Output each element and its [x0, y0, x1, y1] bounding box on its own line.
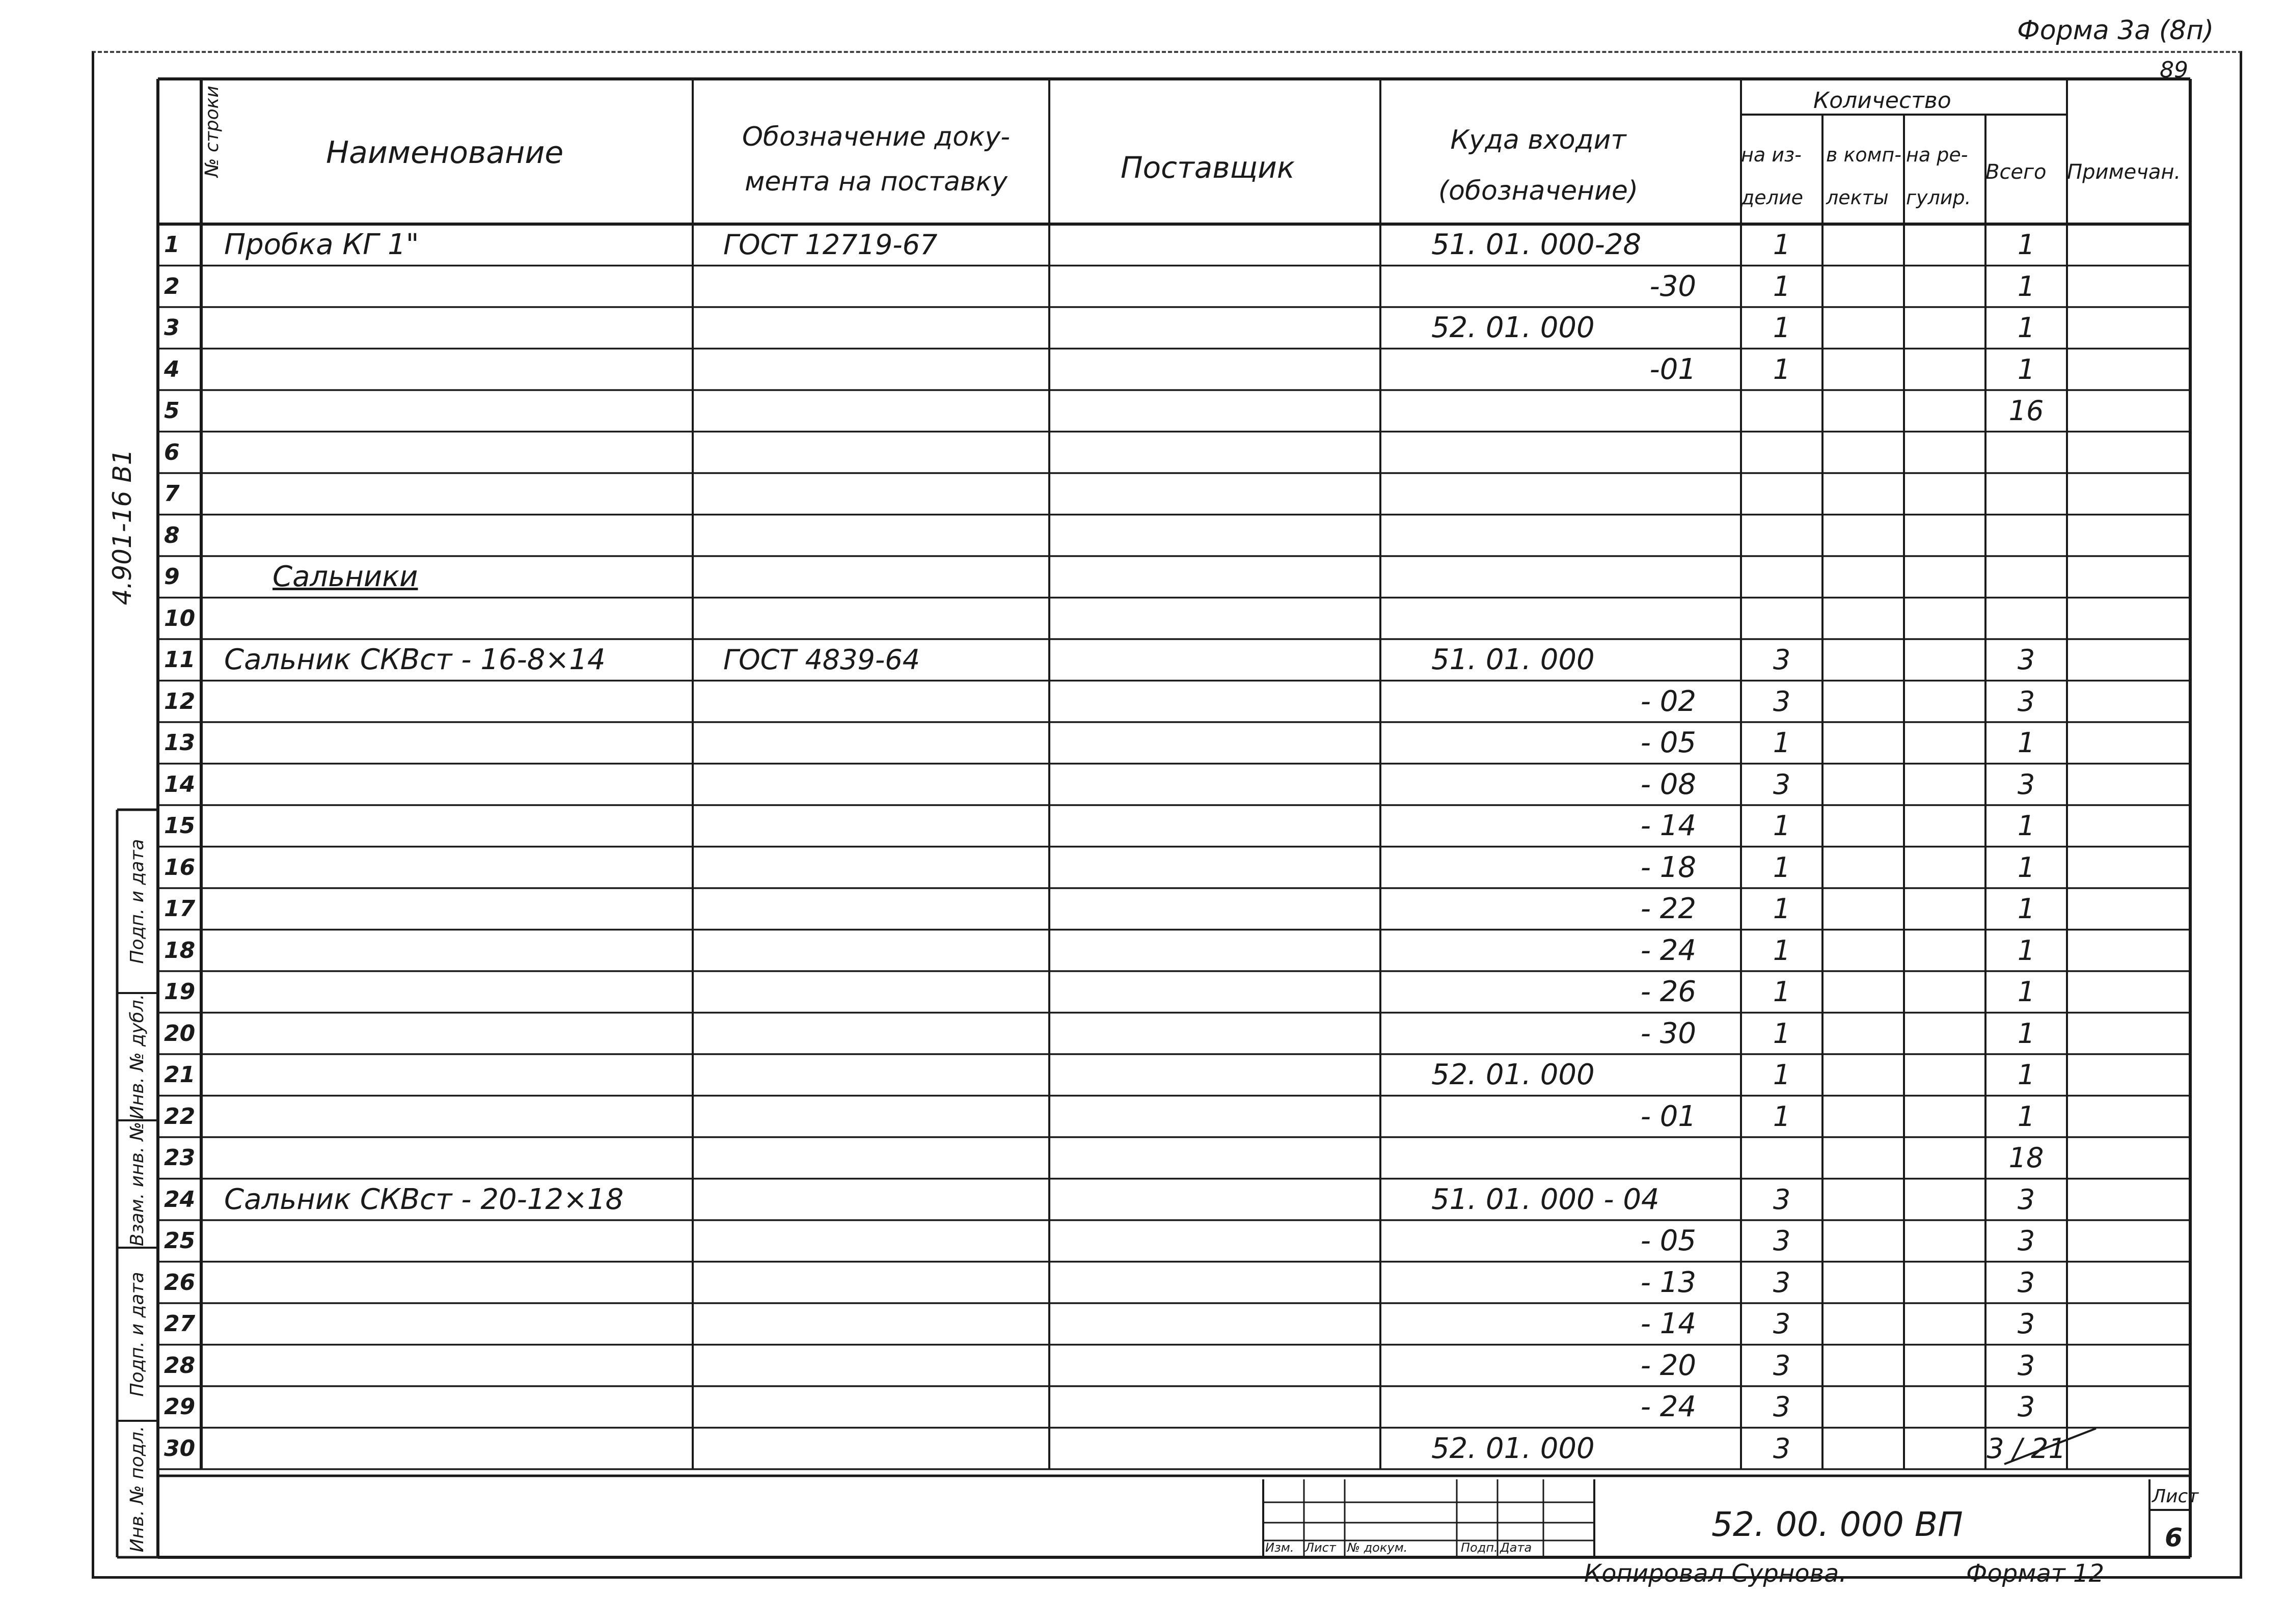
row-name [224, 1262, 683, 1304]
row-total [1985, 432, 2067, 474]
row-where-used: 52. 01. 000 [1431, 1058, 1595, 1092]
row-doc [723, 390, 1039, 432]
row-doc [723, 266, 1039, 308]
row-doc [723, 515, 1039, 557]
row-total [1985, 598, 2067, 640]
row-per-product: 3 [1773, 1432, 1791, 1465]
row-name [224, 1386, 683, 1428]
row-doc [723, 1303, 1039, 1345]
row-name [224, 307, 683, 349]
row-where-used [1391, 390, 1727, 432]
row-where-used: - 14 [1640, 809, 1696, 843]
row-number: 7 [164, 481, 180, 507]
side-stamp-label: Подп. и дата [127, 1272, 148, 1397]
row-number: 23 [164, 1145, 196, 1171]
row-doc [723, 1345, 1039, 1387]
row-per-product: 1 [1773, 1017, 1791, 1050]
row-where-used: - 20 [1640, 1348, 1696, 1382]
row-number: 9 [164, 564, 180, 590]
row-doc [723, 1137, 1039, 1179]
row-name [224, 432, 683, 474]
side-stamp-label: Взам. инв. № [127, 1121, 148, 1247]
header-for-regulation: на ре- гулир. [1906, 144, 1971, 209]
row-per-product: 3 [1773, 768, 1791, 801]
row-doc [723, 847, 1039, 889]
row-number: 18 [164, 937, 196, 964]
row-doc [723, 1262, 1039, 1304]
side-stamp-label: Инв. № подл. [127, 1425, 148, 1553]
row-number: 2 [164, 273, 180, 299]
row-per-product: 3 [1773, 1308, 1791, 1340]
row-total: 3 [2017, 685, 2035, 718]
row-total: 3 [2017, 768, 2035, 801]
row-total: 3 [2017, 1266, 2035, 1299]
row-total [1985, 473, 2067, 515]
row-where-used: -01 [1649, 352, 1696, 386]
row-doc [723, 307, 1039, 349]
row-number: 6 [164, 439, 180, 465]
row-name [224, 1345, 683, 1387]
row-per-product: 3 [1773, 1225, 1791, 1257]
header-where-used: Куда входит (обозначение) [1438, 125, 1639, 206]
format-label: Формат 12 [1966, 1559, 2105, 1588]
row-total: 1 [2017, 851, 2035, 884]
row-total: 1 [2017, 1100, 2035, 1133]
title-block-col-label: № докум. [1347, 1540, 1408, 1555]
row-number: 16 [164, 854, 196, 880]
sheet-label: Лист [2152, 1486, 2199, 1507]
row-total: 3 [2017, 1391, 2035, 1423]
header-per-product: на из- делие [1741, 144, 1804, 209]
row-total: 3 [2017, 1349, 2035, 1382]
row-name [224, 473, 683, 515]
row-where-used: - 18 [1640, 850, 1696, 884]
row-doc [723, 681, 1039, 723]
row-per-product: 1 [1773, 934, 1791, 967]
row-per-product: 3 [1773, 1391, 1791, 1423]
row-total: 18 [2008, 1142, 2044, 1174]
row-per-product: 1 [1773, 353, 1791, 386]
row-number: 1 [164, 232, 180, 258]
row-where-used: 51. 01. 000 [1431, 643, 1595, 677]
row-per-product [1741, 432, 1822, 474]
row-per-product [1741, 598, 1822, 640]
row-name [224, 349, 683, 391]
row-number: 8 [164, 522, 180, 548]
row-total: 3 [2017, 1183, 2035, 1216]
row-number: 12 [164, 688, 196, 714]
row-where-used: - 02 [1640, 684, 1696, 718]
row-per-product: 3 [1773, 1349, 1791, 1382]
row-name [224, 930, 683, 972]
row-number: 15 [164, 813, 196, 839]
row-where-used: - 14 [1640, 1307, 1696, 1341]
row-doc [723, 722, 1039, 764]
row-per-product: 3 [1773, 1266, 1791, 1299]
row-per-product: 3 [1773, 685, 1791, 718]
row-name [224, 1096, 683, 1138]
header-row-number: № строки [202, 86, 223, 177]
row-name: Сальники [273, 560, 418, 594]
row-name [224, 1013, 683, 1055]
row-doc [723, 556, 1039, 598]
row-doc [723, 432, 1039, 474]
header-note: Примечан. [2067, 160, 2181, 184]
row-name [224, 1137, 683, 1179]
row-number: 4 [164, 356, 180, 382]
row-name [224, 764, 683, 806]
side-stamp-label: Инв. № дубл. [127, 994, 148, 1120]
document-designation: 52. 00. 000 ВП [1711, 1505, 1963, 1544]
row-name [224, 598, 683, 640]
title-block-col-label: Изм. [1265, 1540, 1294, 1555]
row-doc [723, 971, 1039, 1013]
row-where-used: - 24 [1640, 1390, 1696, 1424]
row-total: 16 [2008, 395, 2044, 427]
row-where-used: - 01 [1640, 1099, 1696, 1133]
row-doc [723, 888, 1039, 930]
row-name [224, 681, 683, 723]
row-name [224, 390, 683, 432]
row-name [224, 515, 683, 557]
row-total: 3 / 21 [1986, 1432, 2066, 1465]
row-where-used: - 08 [1640, 767, 1696, 801]
row-where-used: - 05 [1640, 1224, 1696, 1258]
row-number: 10 [164, 605, 196, 631]
row-name [224, 847, 683, 889]
row-per-product [1741, 1137, 1822, 1179]
row-doc: ГОСТ 4839-64 [723, 644, 920, 676]
header-total: Всего [1985, 160, 2047, 184]
row-name [224, 971, 683, 1013]
row-per-product [1741, 390, 1822, 432]
row-total: 3 [2017, 644, 2035, 676]
row-where-used: 52. 01. 000 [1431, 311, 1595, 345]
row-total: 1 [2017, 1059, 2035, 1091]
row-per-product: 1 [1773, 1059, 1791, 1091]
row-total [1985, 515, 2067, 557]
row-per-product: 1 [1773, 976, 1791, 1008]
row-doc [723, 1054, 1039, 1096]
row-where-used: 51. 01. 000 - 04 [1431, 1182, 1659, 1216]
row-total: 3 [2017, 1308, 2035, 1340]
row-per-product: 3 [1773, 644, 1791, 676]
side-stamp-label: Подп. и дата [127, 839, 148, 964]
row-name: Пробка КГ 1" [224, 228, 419, 262]
row-number: 13 [164, 730, 196, 756]
header-quantity: Количество [1813, 88, 1951, 114]
header-supplier: Поставщик [1121, 150, 1295, 185]
row-doc: ГОСТ 12719-67 [723, 229, 938, 261]
row-number: 3 [164, 315, 180, 341]
row-total: 1 [2017, 229, 2035, 261]
row-doc [723, 1013, 1039, 1055]
row-per-product: 1 [1773, 851, 1791, 884]
row-where-used [1391, 556, 1727, 598]
row-where-used [1391, 432, 1727, 474]
row-number: 25 [164, 1228, 196, 1254]
title-block-col-label: Дата [1500, 1540, 1532, 1555]
row-where-used: -30 [1649, 269, 1696, 303]
side-code: 4.901-16 В1 [107, 449, 137, 605]
row-number: 21 [164, 1062, 196, 1088]
row-name [224, 888, 683, 930]
row-total: 1 [2017, 934, 2035, 967]
title-block-col-label: Лист [1305, 1540, 1336, 1555]
row-per-product: 1 [1773, 893, 1791, 925]
form-label: Форма 3а (8п) [2017, 15, 2214, 46]
row-number: 20 [164, 1020, 196, 1047]
row-doc [723, 598, 1039, 640]
corner-number: 89 [2160, 57, 2188, 83]
row-number: 17 [164, 896, 196, 922]
row-number: 28 [164, 1352, 196, 1379]
row-per-product: 1 [1773, 229, 1791, 261]
row-per-product: 1 [1773, 270, 1791, 302]
row-total: 1 [2017, 353, 2035, 386]
row-doc [723, 1386, 1039, 1428]
row-number: 5 [164, 398, 180, 424]
row-total: 1 [2017, 270, 2035, 302]
row-number: 29 [164, 1394, 196, 1420]
row-name [224, 1428, 683, 1470]
row-name [224, 266, 683, 308]
row-doc [723, 1179, 1039, 1221]
row-total: 1 [2017, 810, 2035, 842]
row-doc [723, 349, 1039, 391]
row-doc [723, 1220, 1039, 1262]
row-per-product: 1 [1773, 727, 1791, 759]
row-per-product: 1 [1773, 810, 1791, 842]
row-number: 27 [164, 1311, 196, 1337]
row-name [224, 722, 683, 764]
row-total: 1 [2017, 1017, 2035, 1050]
row-per-product: 1 [1773, 312, 1791, 344]
row-total: 1 [2017, 312, 2035, 344]
row-where-used [1391, 515, 1727, 557]
row-number: 11 [164, 647, 196, 673]
row-total: 1 [2017, 727, 2035, 759]
row-name: Сальник СКВст - 16-8×14 [224, 643, 606, 677]
row-number: 19 [164, 979, 196, 1005]
row-number: 26 [164, 1269, 196, 1296]
row-where-used: 52. 01. 000 [1431, 1432, 1595, 1465]
row-number: 30 [164, 1435, 196, 1462]
row-doc [723, 930, 1039, 972]
row-name [224, 1303, 683, 1345]
row-where-used: - 22 [1640, 892, 1696, 926]
row-name [224, 1220, 683, 1262]
header-name: Наименование [326, 135, 564, 171]
row-where-used [1391, 598, 1727, 640]
row-where-used: - 13 [1640, 1265, 1696, 1299]
row-doc [723, 1428, 1039, 1470]
row-number: 24 [164, 1186, 196, 1213]
row-total: 3 [2017, 1225, 2035, 1257]
row-where-used [1391, 473, 1727, 515]
row-name [224, 1054, 683, 1096]
row-number: 22 [164, 1103, 196, 1130]
row-doc [723, 805, 1039, 847]
sheet-number: 6 [2165, 1523, 2183, 1552]
row-per-product [1741, 556, 1822, 598]
row-total: 1 [2017, 976, 2035, 1008]
row-where-used: - 24 [1640, 933, 1696, 967]
row-doc [723, 764, 1039, 806]
copied-by: Копировал Сурнова. [1584, 1559, 1847, 1588]
row-where-used: - 30 [1640, 1016, 1696, 1050]
row-total: 1 [2017, 893, 2035, 925]
row-per-product: 1 [1773, 1100, 1791, 1133]
row-number: 14 [164, 771, 196, 797]
row-per-product [1741, 473, 1822, 515]
row-total [1985, 556, 2067, 598]
header-in-sets: в комп- лекты [1826, 144, 1901, 209]
row-where-used [1391, 1137, 1727, 1179]
row-name [224, 805, 683, 847]
row-where-used: - 26 [1640, 975, 1696, 1009]
row-where-used: - 05 [1640, 726, 1696, 760]
title-block-col-label: Подп. [1461, 1540, 1498, 1555]
header-doc-designation: Обозначение доку- мента на поставку [742, 122, 1011, 197]
row-name: Сальник СКВст - 20-12×18 [224, 1182, 624, 1216]
row-where-used: 51. 01. 000-28 [1431, 228, 1642, 262]
row-doc [723, 473, 1039, 515]
row-per-product: 3 [1773, 1183, 1791, 1216]
row-per-product [1741, 515, 1822, 557]
row-doc [723, 1096, 1039, 1138]
